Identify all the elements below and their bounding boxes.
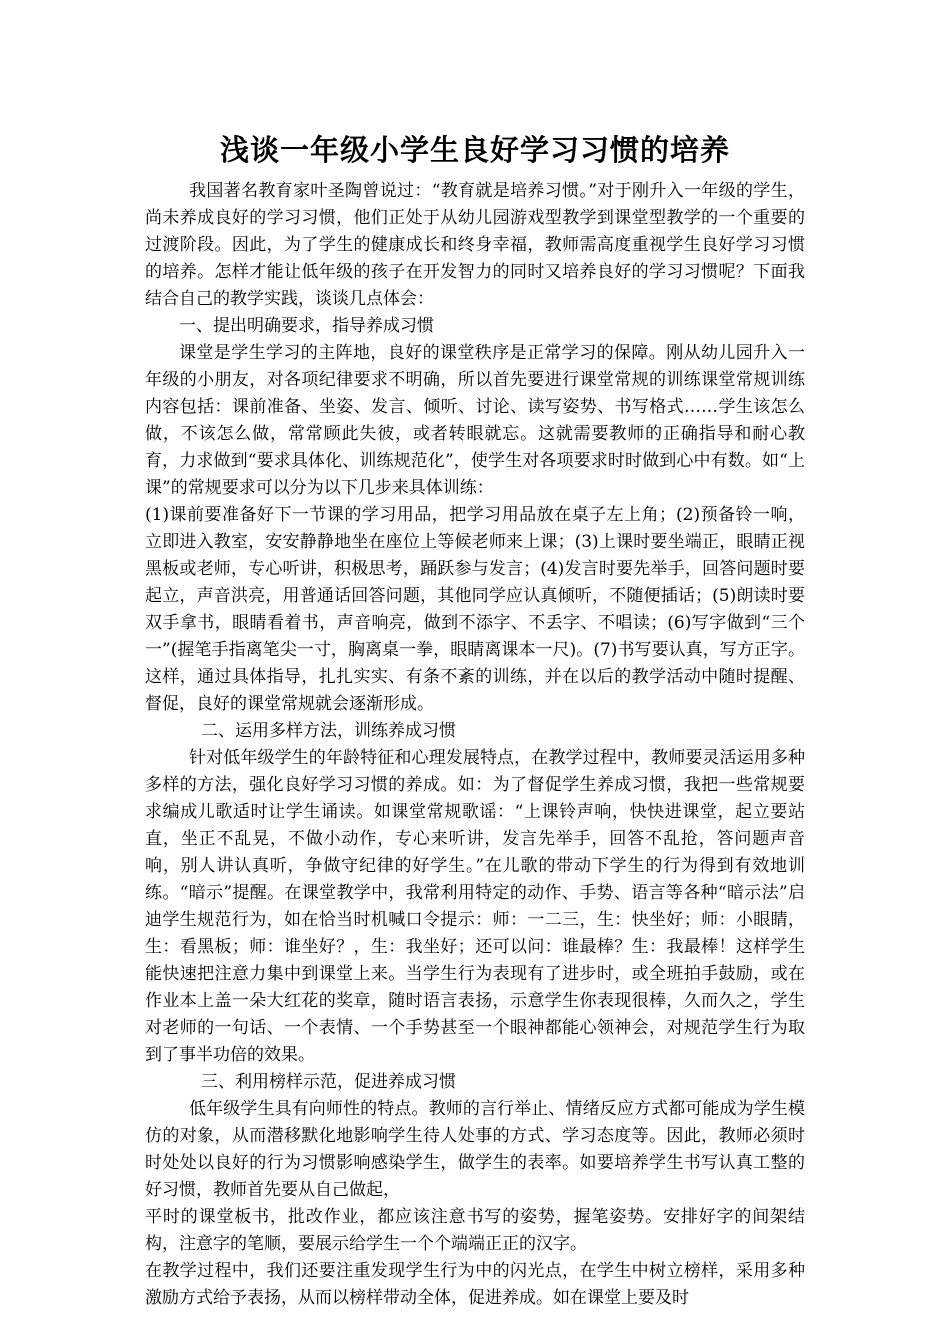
document-body — [145, 178, 805, 1312]
section-3-paragraph: 低年级学生具有向师性的特点。教师的言行举止、情绪反应方式都可能成为学生模仿的对象，从而潜移默化地影响学生待人处事的方式、学习态度等。因此，教师必须时时处处以良好的行为习惯影响感染学生，做学生的表率。如要培养学生书写认真工整的好习惯，教师首先要从自己做起， — [145, 1099, 805, 1200]
section-3-continuation: 平时的课堂板书，批改作业，都应该注意书写的姿势，握笔姿势。安排好字的间架结构，注意字的笔顺，要展示给学生一个个端端正正的汉字。 — [145, 1207, 805, 1254]
intro-paragraph: 我国著名教育家叶圣陶曾说过：“教育就是培养习惯。”对于刚升入一年级的学生，尚未养成良好的学习习惯，他们正处于从幼儿园游戏型教学到课堂型教学的一个重要的过渡阶段。因此，为了学生的健康成长和终身幸福，教师需高度重视学生良好学习习惯的培养。怎样才能让低年级的孩子在开发智力的同时又培养良好的学习习惯呢？下面我结合自己的教学实践，谈谈几点体会： — [145, 181, 805, 309]
section-3-heading: 三、利用榜样示范，促进养成习惯 — [201, 1072, 456, 1092]
document-title: 浅谈一年级小学生良好学习习惯的培养 — [219, 133, 730, 167]
section-1-heading: 一、提出明确要求，指导养成习惯 — [179, 316, 434, 336]
section-3-more-paragraph: 在教学过程中，我们还要注重发现学生行为中的闪光点，在学生中树立榜样，采用多种激励方式给予表扬，从而以榜样带动全体，促进养成。如在课堂上要及时 — [145, 1261, 805, 1308]
section-2-heading: 二、运用多样方法，训练养成习惯 — [201, 721, 456, 741]
section-1-paragraph: 课堂是学生学习的主阵地，良好的课堂秩序是正常学习的保障。刚从幼儿园升入一年级的小朋友，对各项纪律要求不明确，所以首先要进行课堂常规的训练课堂常规训练内容包括：课前准备、坐姿、发言、倾听、讨论、读写姿势、书写格式……学生该怎么做，不该怎么做，常常顾此失彼，或者转眼就忘。这就需要教师的正确指导和耐心教育，力求做到“要求具体化、训练规范化”，使学生对各项要求时时做到心中有数。如“上课”的常规要求可以分为以下几步来具体训练： — [145, 343, 805, 498]
section-1-steps-paragraph: (1)课前要准备好下一节课的学习用品，把学习用品放在桌子左上角；(2)预备铃一响，立即进入教室，安安静静地坐在座位上等候老师来上课；(3)上课时要坐端正，眼睛正视黑板或老师，专心听讲，积极思考，踊跃参与发言；(4)发言时要先举手，回答问题时要起立，声音洪亮，用普通话回答问题，其他同学应认真倾听，不随便插话；(5)朗读时要双手拿书，眼睛看着书，声音响亮，做到不添字、不丢字、不唱读；(6)写字做到“三个一”(握笔手指离笔尖一寸，胸离桌一拳，眼睛离课本一尺)。(7)书写要认真，写方正字。这样，通过具体指导，扎扎实实、有条不紊的训练，并在以后的教学活动中随时提醒、督促，良好的课堂常规就会逐渐形成。 — [145, 505, 805, 714]
section-2-paragraph: 针对低年级学生的年龄特征和心理发展特点，在教学过程中，教师要灵活运用多种多样的方法，强化良好学习习惯的养成。如：为了督促学生养成习惯，我把一些常规要求编成儿歌适时让学生诵读。如课堂常规歌谣：“上课铃声响，快快进课堂，起立要站直，坐正不乱晃，不做小动作，专心来听讲，发言先举手，回答不乱抢，答问题声音响，别人讲认真听，争做守纪律的好学生。”在儿歌的带动下学生的行为得到有效地训练。“暗示”提醒。在课堂教学中，我常利用特定的动作、手势、语言等各种“暗示法”启迪学生规范行为，如在恰当时机喊口令提示：师：一二三，生：快坐好；师：小眼睛，生：看黑板；师：谁坐好？，生：我坐好；还可以问：谁最棒？生：我最棒！这样学生能快速把注意力集中到课堂上来。当学生行为表现有了进步时，或全班拍手鼓励，或在作业本上盖一朵大红花的奖章，随时语言表扬，示意学生你表现很棒，久而久之，学生对老师的一句话、一个表情、一个手势甚至一个眼神都能心领神会，对规范学生行为取到了事半功倍的效果。 — [145, 748, 805, 1065]
